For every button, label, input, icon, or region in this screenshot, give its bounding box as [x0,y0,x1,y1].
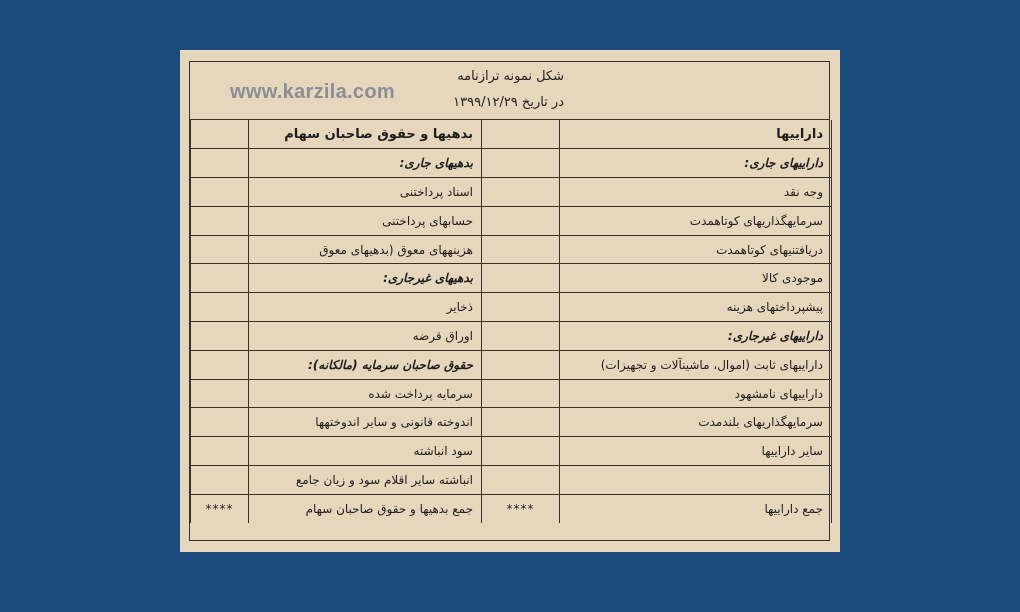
report-date: در تاریخ ۱۳۹۹/۱۲/۲۹ [453,95,564,110]
page-title: شکل نمونه ترازنامه [457,69,564,84]
asset-amount [482,293,560,322]
liability-item: بدهیهای جاری: [249,149,482,178]
liabilities-amount-header [191,120,249,149]
asset-item: وجه نقد [560,178,832,207]
table-row [191,178,832,207]
table-row [191,466,832,495]
watermark: www.karzila.com [230,81,395,103]
asset-amount [482,235,560,264]
liability-item: هزینههای معوق (بدهیهای معوق [249,235,482,264]
liability-amount [191,264,249,293]
asset-amount [482,178,560,207]
asset-item: سرمایهگذاریهای بلندمدت [560,408,832,437]
liability-amount: **** [191,494,249,523]
liability-item: ذخایر [249,293,482,322]
asset-amount [482,466,560,495]
table-row [191,322,832,351]
table-row [191,293,832,322]
table-row [191,206,832,235]
asset-amount [482,437,560,466]
table-row [191,149,832,178]
liability-amount [191,379,249,408]
asset-amount [482,379,560,408]
liability-item: حسابهای پرداختنی [249,206,482,235]
asset-item: پیشپرداختهای هزینه [560,293,832,322]
balance-sheet-table [190,120,832,523]
balance-sheet-page [180,50,840,552]
liability-item: سود انباشته [249,437,482,466]
assets-column-header: داراییها [560,120,832,149]
liability-item: اوراق قرضه [249,322,482,351]
table-row [191,379,832,408]
assets-amount-header [482,120,560,149]
liability-item: اندوخته قانونی و سایر اندوختهها [249,408,482,437]
table-row [191,350,832,379]
balance-sheet-body [191,120,832,523]
liabilities-column-header: بدهیها و حقوق صاحبان سهام [249,120,482,149]
liability-amount [191,466,249,495]
liability-item: انباشته سایر اقلام سود و زیان جامع [249,466,482,495]
asset-amount: **** [482,494,560,523]
asset-amount [482,408,560,437]
table-row [191,494,832,523]
table-row [191,264,832,293]
liability-amount [191,293,249,322]
asset-item: سایر داراییها [560,437,832,466]
asset-item: سرمایهگذاریهای کوتاهمدت [560,206,832,235]
liability-amount [191,350,249,379]
asset-amount [482,350,560,379]
table-row [191,408,832,437]
liability-item: اسناد پرداختنی [249,178,482,207]
asset-item: داراییهای ثابت (اموال، ماشینآلات و تجهیزات) [560,350,832,379]
asset-item: داراییهای نامشهود [560,379,832,408]
liability-amount [191,408,249,437]
asset-amount [482,264,560,293]
asset-amount [482,149,560,178]
asset-item: موجودی کالا [560,264,832,293]
asset-amount [482,206,560,235]
asset-amount [482,322,560,351]
column-header-row [191,120,832,149]
liability-item: حقوق صاحبان سرمایه (مالکانه): [249,350,482,379]
asset-item: جمع داراییها [560,494,832,523]
table-row [191,437,832,466]
balance-sheet-header [190,62,829,120]
liability-item: جمع بدهیها و حقوق صاحبان سهام [249,494,482,523]
liability-amount [191,149,249,178]
liability-amount [191,235,249,264]
balance-sheet-frame [189,61,830,541]
liability-item: بدهیهای غیرجاری: [249,264,482,293]
liability-amount [191,437,249,466]
liability-amount [191,322,249,351]
asset-item: داراییهای جاری: [560,149,832,178]
asset-item [560,466,832,495]
liability-amount [191,206,249,235]
asset-item: داراییهای غیرجاری: [560,322,832,351]
liability-amount [191,178,249,207]
asset-item: دریافتنیهای کوتاهمدت [560,235,832,264]
liability-item: سرمایه پرداخت شده [249,379,482,408]
table-row [191,235,832,264]
